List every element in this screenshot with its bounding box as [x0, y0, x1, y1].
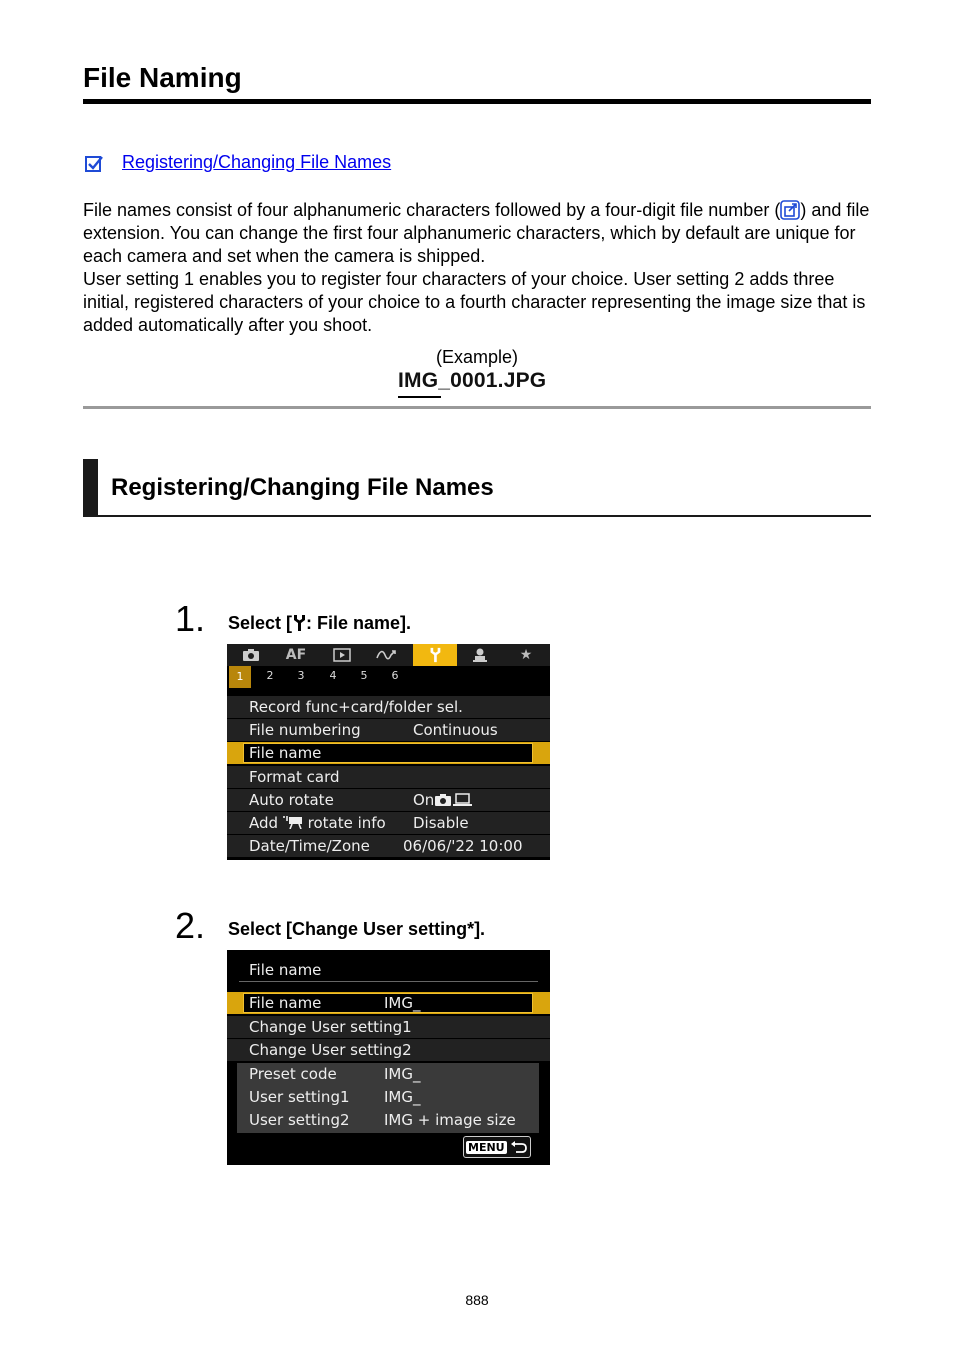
row-label: Change User setting1: [249, 1018, 412, 1036]
settings-summary-panel: [237, 1063, 539, 1133]
camera-screen-file-name: [227, 950, 550, 1165]
toc-link-registering[interactable]: Registering/Changing File Names: [122, 152, 392, 172]
menu-row-add-rotate-info[interactable]: [227, 812, 550, 834]
example-underline: [398, 396, 441, 398]
intro-paragraph-1: [83, 199, 873, 268]
row-label: File name: [249, 744, 322, 762]
step-1-number: 1.: [175, 598, 206, 639]
row-label: File numbering: [249, 721, 361, 739]
row-value: IMG_: [384, 1065, 421, 1083]
page-title: File Naming: [83, 62, 242, 93]
subtab-6[interactable]: 6: [391, 669, 399, 682]
row-label: Auto rotate: [249, 791, 334, 809]
menu-row-file-name[interactable]: [227, 742, 550, 764]
menu-row-format-card[interactable]: [227, 766, 550, 788]
row-value: IMG + image size: [384, 1111, 516, 1129]
menu-row-auto-rotate[interactable]: [227, 789, 550, 811]
intro-paragraph-2: User setting 1 enables you to register four characters of your choice. User setting 2 adds three initial, registered characters of your choice to a fourth character representing the image size that is added automatically after you shoot.: [83, 269, 866, 335]
row-label: Record func+card/folder sel.: [249, 698, 463, 716]
section-heading: Registering/Changing File Names: [111, 474, 494, 501]
camera-icon[interactable]: [231, 644, 271, 666]
menu-back-button[interactable]: [463, 1136, 531, 1158]
file-number-link-icon[interactable]: [780, 200, 800, 220]
page-number: 888: [465, 1292, 489, 1308]
menu-row-file-name[interactable]: [227, 992, 550, 1014]
menu-row-record-func[interactable]: [227, 696, 550, 718]
row-label: Format card: [249, 768, 340, 786]
subtab-3[interactable]: 3: [297, 669, 305, 682]
subtab-1[interactable]: 1: [229, 666, 251, 688]
person-icon[interactable]: [460, 644, 500, 666]
back-arrow-icon: [510, 1140, 528, 1154]
af-tab[interactable]: AF: [285, 647, 307, 663]
movie-icon: [283, 815, 303, 829]
step-1-text-a: Select [: [228, 613, 293, 633]
row-label: Date/Time/Zone: [249, 837, 370, 855]
wrench-icon[interactable]: [413, 644, 457, 666]
playback-icon[interactable]: [322, 644, 362, 666]
row-value: IMG_: [384, 994, 421, 1012]
row-value: IMG_: [384, 1088, 421, 1106]
example-label: (Example): [435, 347, 519, 367]
example-filename: IMG_0001.JPG: [398, 369, 547, 392]
wave-icon[interactable]: [368, 644, 408, 666]
camera-screen-setup-menu: [227, 644, 550, 860]
summary-row-user-setting1: [237, 1086, 539, 1109]
menu-row-change-user-setting1[interactable]: [227, 1016, 550, 1038]
step-2-text: Select [Change User setting*].: [228, 919, 486, 939]
screen-title: File name: [249, 961, 322, 979]
intro-text-a: File names consist of four alphanumeric characters followed by a four-digit file number (: [83, 200, 781, 220]
summary-row-preset-code: [237, 1063, 539, 1086]
intro-text-b: ) and file extension. You can change the first four alphanumeric characters, which by default are unique for each camera and set when the camera is shipped.: [83, 200, 870, 266]
section-divider: [83, 406, 871, 409]
summary-row-user-setting2: [237, 1109, 539, 1132]
menu-label: MENU: [468, 1140, 505, 1154]
section-heading-bar: [83, 459, 98, 516]
row-value: 06/06/'22 10:00: [403, 837, 523, 855]
title-rule: [83, 99, 871, 104]
row-label: Change User setting2: [249, 1041, 412, 1059]
row-label: File name: [249, 994, 322, 1012]
menu-tab-bar: [227, 644, 550, 666]
row-value: Continuous: [413, 721, 498, 739]
menu-row-date-time-zone[interactable]: [227, 835, 550, 857]
section-heading-rule: [83, 515, 871, 517]
menu-row-change-user-setting2[interactable]: [227, 1039, 550, 1061]
step-2-number: 2.: [175, 905, 206, 946]
subtab-5[interactable]: 5: [360, 669, 368, 682]
checklist-icon: [84, 154, 104, 174]
row-label: User setting2: [249, 1111, 350, 1129]
star-icon[interactable]: ★: [519, 647, 533, 663]
row-label: Preset code: [249, 1065, 337, 1083]
menu-row-file-numbering[interactable]: [227, 719, 550, 741]
camera-computer-icon: [434, 792, 472, 807]
subtab-2[interactable]: 2: [266, 669, 274, 682]
title-divider: [239, 981, 538, 982]
wrench-icon: [292, 614, 306, 632]
menu-subtab-bar: [227, 666, 550, 688]
row-label: User setting1: [249, 1088, 350, 1106]
row-value: Disable: [413, 814, 469, 832]
row-label: Add rotate info: [249, 814, 386, 832]
step-1-text-b: : File name].: [306, 613, 412, 633]
row-value: On: [413, 791, 472, 809]
subtab-4[interactable]: 4: [329, 669, 337, 682]
step-1-text: [228, 613, 411, 634]
